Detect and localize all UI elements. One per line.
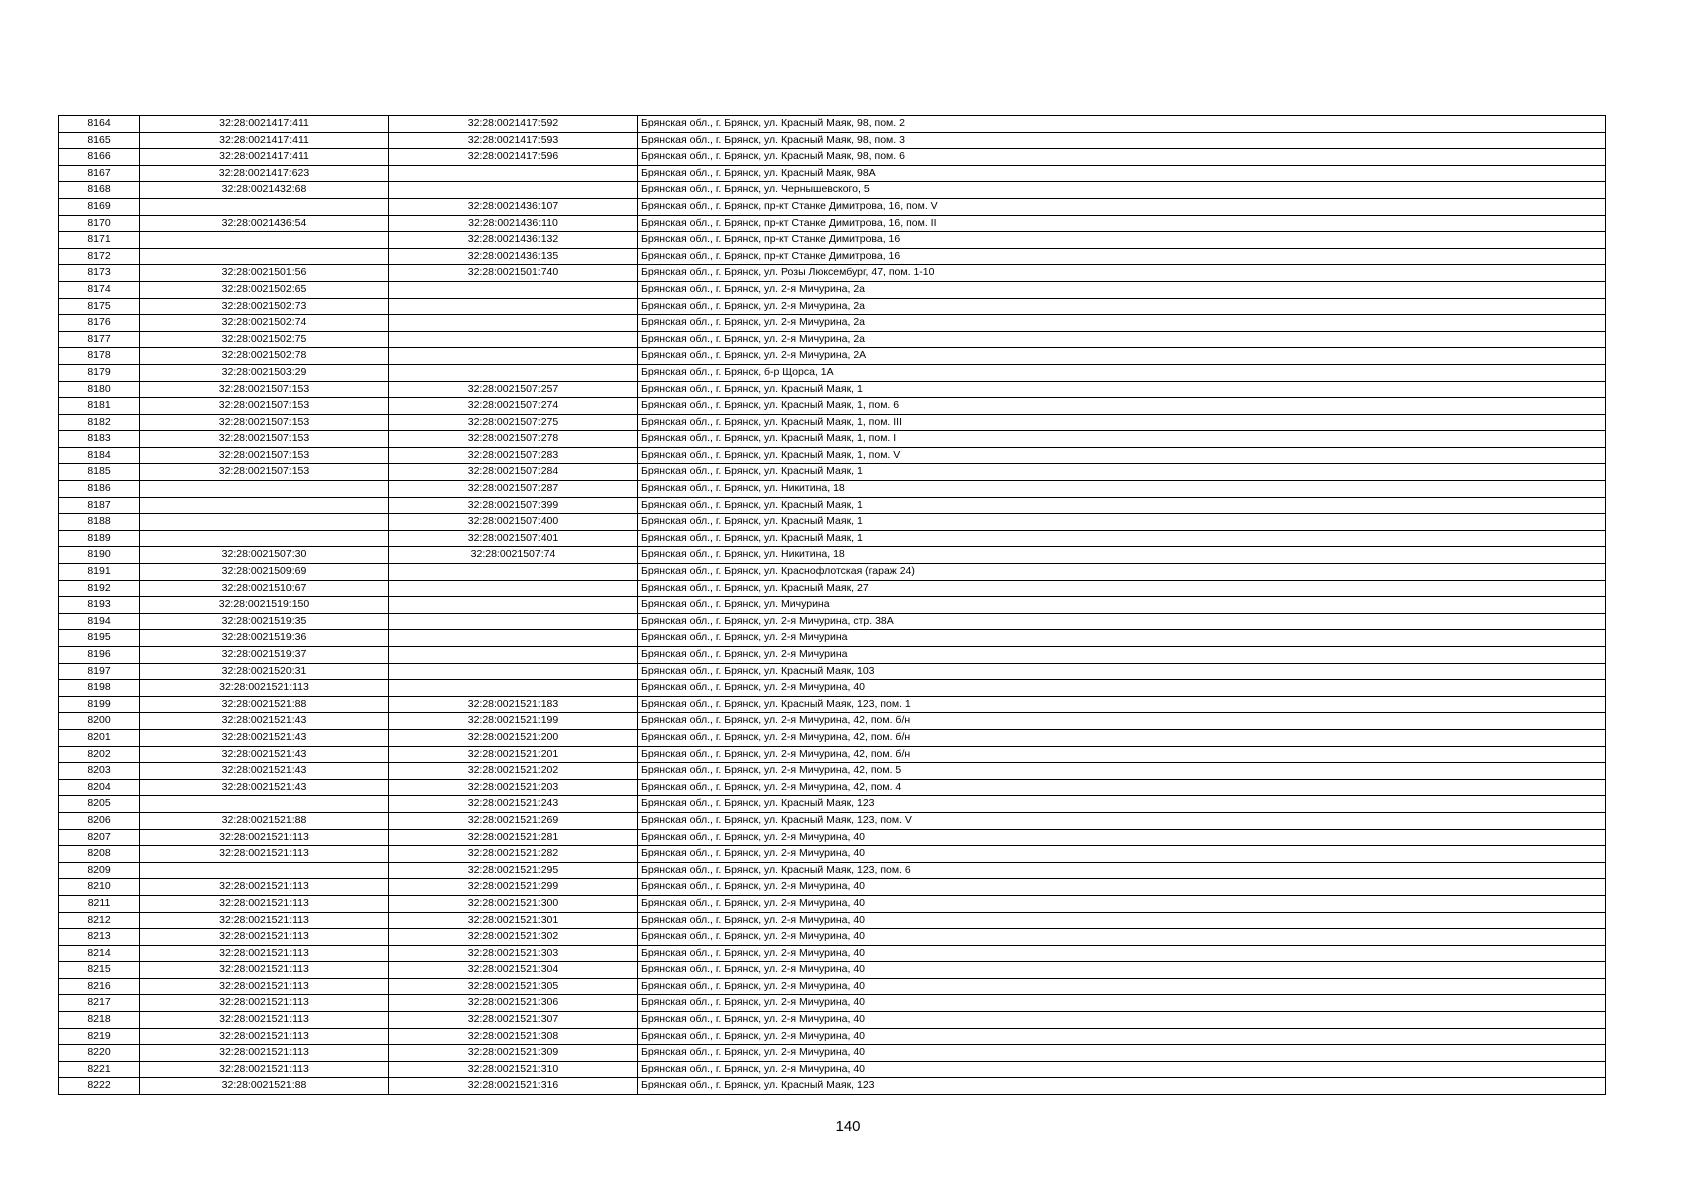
object-number-cell: 32:28:0021521:307 [389, 1012, 638, 1029]
table-row [59, 597, 1606, 614]
parcel-number-cell: 32:28:0021521:113 [140, 945, 389, 962]
row-number-cell: 8166 [59, 149, 140, 166]
table-row [59, 398, 1606, 415]
address-cell: Брянская обл., г. Брянск, пр-кт Станке Димитрова, 16 [638, 248, 1606, 265]
row-number-cell: 8186 [59, 481, 140, 498]
address-cell: Брянская обл., г. Брянск, ул. 2-я Мичурина, 2а [638, 281, 1606, 298]
address-cell: Брянская обл., г. Брянск, ул. 2-я Мичурина, 2А [638, 348, 1606, 365]
object-number-cell [389, 597, 638, 614]
parcel-number-cell: 32:28:0021507:153 [140, 398, 389, 415]
table-row [59, 364, 1606, 381]
object-number-cell: 32:28:0021417:596 [389, 149, 638, 166]
table-row [59, 879, 1606, 896]
parcel-number-cell: 32:28:0021521:113 [140, 995, 389, 1012]
parcel-number-cell: 32:28:0021502:75 [140, 331, 389, 348]
address-cell: Брянская обл., г. Брянск, пр-кт Станке Димитрова, 16 [638, 232, 1606, 249]
row-number-cell: 8181 [59, 398, 140, 415]
table-row [59, 580, 1606, 597]
page-number: 140 [835, 1118, 861, 1135]
parcel-number-cell: 32:28:0021521:113 [140, 1061, 389, 1078]
address-cell: Брянская обл., г. Брянск, ул. Никитина, 18 [638, 481, 1606, 498]
table-row [59, 464, 1606, 481]
parcel-number-cell: 32:28:0021507:153 [140, 447, 389, 464]
row-number-cell: 8191 [59, 564, 140, 581]
address-cell: Брянская обл., г. Брянск, ул. 2-я Мичурина, 40 [638, 895, 1606, 912]
object-number-cell: 32:28:0021507:401 [389, 530, 638, 547]
row-number-cell: 8190 [59, 547, 140, 564]
parcel-number-cell: 32:28:0021521:113 [140, 912, 389, 929]
row-number-cell: 8184 [59, 447, 140, 464]
table-row [59, 281, 1606, 298]
table-row [59, 149, 1606, 166]
table-row [59, 829, 1606, 846]
row-number-cell: 8170 [59, 215, 140, 232]
table-row [59, 995, 1606, 1012]
parcel-number-cell [140, 514, 389, 531]
object-number-cell: 32:28:0021436:132 [389, 232, 638, 249]
object-number-cell [389, 564, 638, 581]
address-cell: Брянская обл., г. Брянск, ул. 2-я Мичурина, 40 [638, 879, 1606, 896]
address-cell: Брянская обл., г. Брянск, ул. 2-я Мичурина, 40 [638, 978, 1606, 995]
parcel-number-cell: 32:28:0021502:74 [140, 315, 389, 332]
row-number-cell: 8218 [59, 1012, 140, 1029]
table-body [59, 116, 1606, 1095]
address-cell: Брянская обл., г. Брянск, ул. Красный Маяк, 103 [638, 663, 1606, 680]
row-number-cell: 8205 [59, 796, 140, 813]
parcel-number-cell [140, 248, 389, 265]
row-number-cell: 8193 [59, 597, 140, 614]
row-number-cell: 8179 [59, 364, 140, 381]
object-number-cell: 32:28:0021507:284 [389, 464, 638, 481]
parcel-number-cell: 32:28:0021417:411 [140, 132, 389, 149]
address-cell: Брянская обл., г. Брянск, ул. Красный Маяк, 1 [638, 514, 1606, 531]
address-cell: Брянская обл., г. Брянск, ул. 2-я Мичурина, 40 [638, 929, 1606, 946]
address-cell: Брянская обл., г. Брянск, ул. Красный Маяк, 1 [638, 464, 1606, 481]
object-number-cell [389, 165, 638, 182]
row-number-cell: 8192 [59, 580, 140, 597]
table-row [59, 165, 1606, 182]
row-number-cell: 8200 [59, 713, 140, 730]
address-cell: Брянская обл., г. Брянск, пр-кт Станке Димитрова, 16, пом. II [638, 215, 1606, 232]
row-number-cell: 8164 [59, 116, 140, 133]
object-number-cell: 32:28:0021521:200 [389, 729, 638, 746]
row-number-cell: 8212 [59, 912, 140, 929]
table-row [59, 497, 1606, 514]
table-row [59, 647, 1606, 664]
row-number-cell: 8214 [59, 945, 140, 962]
row-number-cell: 8207 [59, 829, 140, 846]
parcel-number-cell: 32:28:0021509:69 [140, 564, 389, 581]
object-number-cell: 32:28:0021521:299 [389, 879, 638, 896]
object-number-cell [389, 580, 638, 597]
parcel-number-cell [140, 796, 389, 813]
object-number-cell [389, 298, 638, 315]
table-row [59, 630, 1606, 647]
address-cell: Брянская обл., г. Брянск, ул. Красный Маяк, 98, пом. 3 [638, 132, 1606, 149]
address-cell: Брянская обл., г. Брянск, ул. 2-я Мичурина, 40 [638, 945, 1606, 962]
parcel-number-cell: 32:28:0021502:78 [140, 348, 389, 365]
address-cell: Брянская обл., г. Брянск, ул. 2-я Мичурина, 40 [638, 680, 1606, 697]
parcel-number-cell: 32:28:0021521:43 [140, 763, 389, 780]
row-number-cell: 8222 [59, 1078, 140, 1095]
parcel-number-cell: 32:28:0021521:88 [140, 1078, 389, 1095]
row-number-cell: 8175 [59, 298, 140, 315]
table-row [59, 929, 1606, 946]
table-row [59, 530, 1606, 547]
address-cell: Брянская обл., г. Брянск, ул. Чернышевского, 5 [638, 182, 1606, 199]
address-cell: Брянская обл., г. Брянск, ул. Красный Маяк, 1, пом. III [638, 414, 1606, 431]
parcel-number-cell: 32:28:0021520:31 [140, 663, 389, 680]
parcel-number-cell: 32:28:0021507:153 [140, 381, 389, 398]
table-row [59, 248, 1606, 265]
address-cell: Брянская обл., г. Брянск, ул. Краснофлотская (гараж 24) [638, 564, 1606, 581]
row-number-cell: 8178 [59, 348, 140, 365]
table-row [59, 663, 1606, 680]
address-cell: Брянская обл., г. Брянск, ул. 2-я Мичурина, 42, пом. б/н [638, 746, 1606, 763]
address-cell: Брянская обл., г. Брянск, ул. Розы Люксембург, 47, пом. 1-10 [638, 265, 1606, 282]
parcel-number-cell: 32:28:0021507:153 [140, 464, 389, 481]
address-cell: Брянская обл., г. Брянск, ул. 2-я Мичурина, 2а [638, 298, 1606, 315]
object-number-cell: 32:28:0021436:107 [389, 198, 638, 215]
object-number-cell: 32:28:0021521:243 [389, 796, 638, 813]
object-number-cell [389, 331, 638, 348]
parcel-number-cell: 32:28:0021521:43 [140, 729, 389, 746]
object-number-cell [389, 315, 638, 332]
object-number-cell: 32:28:0021521:303 [389, 945, 638, 962]
address-cell: Брянская обл., г. Брянск, ул. 2-я Мичурина, 2а [638, 331, 1606, 348]
object-number-cell: 32:28:0021507:399 [389, 497, 638, 514]
object-number-cell [389, 663, 638, 680]
address-cell: Брянская обл., г. Брянск, б-р Щорса, 1А [638, 364, 1606, 381]
row-number-cell: 8210 [59, 879, 140, 896]
object-number-cell: 32:28:0021521:310 [389, 1061, 638, 1078]
table-row [59, 713, 1606, 730]
parcel-number-cell: 32:28:0021521:113 [140, 1012, 389, 1029]
address-cell: Брянская обл., г. Брянск, ул. 2-я Мичурина, стр. 38А [638, 613, 1606, 630]
parcel-number-cell: 32:28:0021519:37 [140, 647, 389, 664]
table-row [59, 1078, 1606, 1095]
parcel-number-cell: 32:28:0021417:623 [140, 165, 389, 182]
row-number-cell: 8188 [59, 514, 140, 531]
parcel-number-cell: 32:28:0021436:54 [140, 215, 389, 232]
parcel-number-cell: 32:28:0021519:35 [140, 613, 389, 630]
object-number-cell [389, 680, 638, 697]
table-row [59, 315, 1606, 332]
row-number-cell: 8201 [59, 729, 140, 746]
object-number-cell: 32:28:0021507:400 [389, 514, 638, 531]
parcel-number-cell: 32:28:0021501:56 [140, 265, 389, 282]
parcel-number-cell: 32:28:0021417:411 [140, 116, 389, 133]
object-number-cell: 32:28:0021521:199 [389, 713, 638, 730]
table-row [59, 1012, 1606, 1029]
row-number-cell: 8168 [59, 182, 140, 199]
row-number-cell: 8217 [59, 995, 140, 1012]
row-number-cell: 8220 [59, 1045, 140, 1062]
parcel-number-cell: 32:28:0021521:88 [140, 812, 389, 829]
table-row [59, 862, 1606, 879]
parcel-number-cell: 32:28:0021502:73 [140, 298, 389, 315]
address-cell: Брянская обл., г. Брянск, ул. Красный Маяк, 1 [638, 497, 1606, 514]
row-number-cell: 8185 [59, 464, 140, 481]
address-cell: Брянская обл., г. Брянск, ул. Красный Маяк, 98, пом. 2 [638, 116, 1606, 133]
table-row [59, 945, 1606, 962]
object-number-cell: 32:28:0021436:110 [389, 215, 638, 232]
table-row [59, 348, 1606, 365]
address-cell: Брянская обл., г. Брянск, ул. 2-я Мичурина, 40 [638, 1045, 1606, 1062]
address-cell: Брянская обл., г. Брянск, ул. Красный Маяк, 1 [638, 530, 1606, 547]
object-number-cell: 32:28:0021521:302 [389, 929, 638, 946]
parcel-number-cell: 32:28:0021521:113 [140, 962, 389, 979]
table-row [59, 431, 1606, 448]
object-number-cell: 32:28:0021521:201 [389, 746, 638, 763]
table-row [59, 746, 1606, 763]
parcel-number-cell: 32:28:0021521:43 [140, 779, 389, 796]
table-row [59, 846, 1606, 863]
address-cell: Брянская обл., г. Брянск, ул. 2-я Мичурина, 40 [638, 1061, 1606, 1078]
address-cell: Брянская обл., г. Брянск, ул. Никитина, 18 [638, 547, 1606, 564]
row-number-cell: 8187 [59, 497, 140, 514]
table-row [59, 414, 1606, 431]
table-row [59, 1028, 1606, 1045]
address-cell: Брянская обл., г. Брянск, ул. 2-я Мичурина [638, 647, 1606, 664]
object-number-cell: 32:28:0021521:309 [389, 1045, 638, 1062]
row-number-cell: 8197 [59, 663, 140, 680]
parcel-number-cell: 32:28:0021507:153 [140, 414, 389, 431]
object-number-cell [389, 364, 638, 381]
row-number-cell: 8167 [59, 165, 140, 182]
row-number-cell: 8183 [59, 431, 140, 448]
table-row [59, 514, 1606, 531]
address-cell: Брянская обл., г. Брянск, ул. Красный Маяк, 27 [638, 580, 1606, 597]
parcel-number-cell: 32:28:0021519:36 [140, 630, 389, 647]
table-row [59, 680, 1606, 697]
address-cell: Брянская обл., г. Брянск, пр-кт Станке Димитрова, 16, пом. V [638, 198, 1606, 215]
object-number-cell [389, 647, 638, 664]
parcel-number-cell: 32:28:0021503:29 [140, 364, 389, 381]
row-number-cell: 8202 [59, 746, 140, 763]
table-row [59, 481, 1606, 498]
row-number-cell: 8216 [59, 978, 140, 995]
parcel-number-cell: 32:28:0021521:113 [140, 929, 389, 946]
parcel-number-cell: 32:28:0021417:411 [140, 149, 389, 166]
table-row [59, 381, 1606, 398]
row-number-cell: 8221 [59, 1061, 140, 1078]
row-number-cell: 8213 [59, 929, 140, 946]
row-number-cell: 8194 [59, 613, 140, 630]
table-row [59, 1045, 1606, 1062]
row-number-cell: 8171 [59, 232, 140, 249]
row-number-cell: 8182 [59, 414, 140, 431]
object-number-cell: 32:28:0021521:301 [389, 912, 638, 929]
object-number-cell: 32:28:0021521:306 [389, 995, 638, 1012]
table-row [59, 912, 1606, 929]
object-number-cell: 32:28:0021507:275 [389, 414, 638, 431]
address-cell: Брянская обл., г. Брянск, ул. 2-я Мичурина, 40 [638, 995, 1606, 1012]
object-number-cell: 32:28:0021521:304 [389, 962, 638, 979]
table-row [59, 182, 1606, 199]
table-row [59, 763, 1606, 780]
object-number-cell: 32:28:0021507:283 [389, 447, 638, 464]
object-number-cell: 32:28:0021521:295 [389, 862, 638, 879]
table-row [59, 812, 1606, 829]
object-number-cell: 32:28:0021501:740 [389, 265, 638, 282]
parcel-number-cell: 32:28:0021507:30 [140, 547, 389, 564]
table-row [59, 265, 1606, 282]
data-table [58, 115, 1606, 1095]
parcel-number-cell [140, 497, 389, 514]
object-number-cell: 32:28:0021417:592 [389, 116, 638, 133]
table-row [59, 613, 1606, 630]
parcel-number-cell: 32:28:0021432:68 [140, 182, 389, 199]
parcel-number-cell: 32:28:0021521:113 [140, 680, 389, 697]
row-number-cell: 8180 [59, 381, 140, 398]
address-cell: Брянская обл., г. Брянск, ул. Красный Маяк, 123, пом. 6 [638, 862, 1606, 879]
address-cell: Брянская обл., г. Брянск, ул. Красный Маяк, 1, пом. V [638, 447, 1606, 464]
parcel-number-cell: 32:28:0021519:150 [140, 597, 389, 614]
row-number-cell: 8177 [59, 331, 140, 348]
parcel-number-cell: 32:28:0021521:113 [140, 1045, 389, 1062]
row-number-cell: 8198 [59, 680, 140, 697]
row-number-cell: 8172 [59, 248, 140, 265]
table-row [59, 132, 1606, 149]
object-number-cell: 32:28:0021521:300 [389, 895, 638, 912]
address-cell: Брянская обл., г. Брянск, ул. Красный Маяк, 98А [638, 165, 1606, 182]
parcel-number-cell: 32:28:0021502:65 [140, 281, 389, 298]
address-cell: Брянская обл., г. Брянск, ул. 2-я Мичурина [638, 630, 1606, 647]
row-number-cell: 8189 [59, 530, 140, 547]
address-cell: Брянская обл., г. Брянск, ул. Красный Маяк, 123 [638, 796, 1606, 813]
table-row [59, 895, 1606, 912]
object-number-cell: 32:28:0021521:269 [389, 812, 638, 829]
address-cell: Брянская обл., г. Брянск, ул. 2-я Мичурина, 40 [638, 1028, 1606, 1045]
parcel-number-cell: 32:28:0021521:113 [140, 829, 389, 846]
parcel-number-cell [140, 198, 389, 215]
parcel-number-cell: 32:28:0021521:88 [140, 696, 389, 713]
address-cell: Брянская обл., г. Брянск, ул. 2-я Мичурина, 40 [638, 912, 1606, 929]
object-number-cell: 32:28:0021507:257 [389, 381, 638, 398]
object-number-cell: 32:28:0021521:281 [389, 829, 638, 846]
table-row [59, 116, 1606, 133]
row-number-cell: 8173 [59, 265, 140, 282]
object-number-cell: 32:28:0021507:278 [389, 431, 638, 448]
object-number-cell [389, 613, 638, 630]
table-row [59, 232, 1606, 249]
table-row [59, 779, 1606, 796]
table-row [59, 215, 1606, 232]
address-cell: Брянская обл., г. Брянск, ул. 2-я Мичурина, 40 [638, 829, 1606, 846]
address-cell: Брянская обл., г. Брянск, ул. Мичурина [638, 597, 1606, 614]
table-row [59, 1061, 1606, 1078]
table-row [59, 298, 1606, 315]
table-row [59, 729, 1606, 746]
parcel-number-cell [140, 862, 389, 879]
object-number-cell: 32:28:0021436:135 [389, 248, 638, 265]
table-row [59, 796, 1606, 813]
object-number-cell [389, 630, 638, 647]
address-cell: Брянская обл., г. Брянск, ул. 2-я Мичурина, 42, пом. 5 [638, 763, 1606, 780]
row-number-cell: 8206 [59, 812, 140, 829]
table-row [59, 978, 1606, 995]
address-cell: Брянская обл., г. Брянск, ул. Красный Маяк, 123, пом. 1 [638, 696, 1606, 713]
row-number-cell: 8219 [59, 1028, 140, 1045]
address-cell: Брянская обл., г. Брянск, ул. Красный Маяк, 1, пом. 6 [638, 398, 1606, 415]
row-number-cell: 8199 [59, 696, 140, 713]
row-number-cell: 8196 [59, 647, 140, 664]
object-number-cell [389, 281, 638, 298]
object-number-cell: 32:28:0021507:74 [389, 547, 638, 564]
address-cell: Брянская обл., г. Брянск, ул. 2-я Мичурина, 42, пом. 4 [638, 779, 1606, 796]
row-number-cell: 8204 [59, 779, 140, 796]
parcel-number-cell [140, 530, 389, 547]
table-row [59, 547, 1606, 564]
object-number-cell [389, 182, 638, 199]
address-cell: Брянская обл., г. Брянск, ул. 2-я Мичурина, 40 [638, 846, 1606, 863]
row-number-cell: 8209 [59, 862, 140, 879]
object-number-cell [389, 348, 638, 365]
address-cell: Брянская обл., г. Брянск, ул. 2-я Мичурина, 40 [638, 1012, 1606, 1029]
parcel-number-cell: 32:28:0021521:113 [140, 846, 389, 863]
table-row [59, 447, 1606, 464]
table-row [59, 962, 1606, 979]
object-number-cell: 32:28:0021521:308 [389, 1028, 638, 1045]
row-number-cell: 8215 [59, 962, 140, 979]
row-number-cell: 8208 [59, 846, 140, 863]
object-number-cell: 32:28:0021417:593 [389, 132, 638, 149]
object-number-cell: 32:28:0021507:287 [389, 481, 638, 498]
address-cell: Брянская обл., г. Брянск, ул. Красный Маяк, 123 [638, 1078, 1606, 1095]
address-cell: Брянская обл., г. Брянск, ул. Красный Маяк, 98, пом. 6 [638, 149, 1606, 166]
object-number-cell: 32:28:0021521:202 [389, 763, 638, 780]
address-cell: Брянская обл., г. Брянск, ул. 2-я Мичурина, 40 [638, 962, 1606, 979]
row-number-cell: 8195 [59, 630, 140, 647]
address-cell: Брянская обл., г. Брянск, ул. Красный Маяк, 1 [638, 381, 1606, 398]
address-cell: Брянская обл., г. Брянск, ул. 2-я Мичурина, 2а [638, 315, 1606, 332]
parcel-number-cell: 32:28:0021510:67 [140, 580, 389, 597]
row-number-cell: 8169 [59, 198, 140, 215]
object-number-cell: 32:28:0021507:274 [389, 398, 638, 415]
address-cell: Брянская обл., г. Брянск, ул. 2-я Мичурина, 42, пом. б/н [638, 729, 1606, 746]
row-number-cell: 8165 [59, 132, 140, 149]
object-number-cell: 32:28:0021521:203 [389, 779, 638, 796]
object-number-cell: 32:28:0021521:316 [389, 1078, 638, 1095]
parcel-number-cell: 32:28:0021521:113 [140, 895, 389, 912]
parcel-number-cell: 32:28:0021521:43 [140, 746, 389, 763]
table-row [59, 696, 1606, 713]
object-number-cell: 32:28:0021521:305 [389, 978, 638, 995]
table-row [59, 331, 1606, 348]
object-number-cell: 32:28:0021521:183 [389, 696, 638, 713]
address-cell: Брянская обл., г. Брянск, ул. Красный Маяк, 123, пом. V [638, 812, 1606, 829]
row-number-cell: 8174 [59, 281, 140, 298]
parcel-number-cell: 32:28:0021507:153 [140, 431, 389, 448]
row-number-cell: 8211 [59, 895, 140, 912]
parcel-number-cell: 32:28:0021521:113 [140, 1028, 389, 1045]
parcel-number-cell: 32:28:0021521:43 [140, 713, 389, 730]
parcel-number-cell: 32:28:0021521:113 [140, 879, 389, 896]
address-cell: Брянская обл., г. Брянск, ул. 2-я Мичурина, 42, пом. б/н [638, 713, 1606, 730]
row-number-cell: 8176 [59, 315, 140, 332]
parcel-number-cell: 32:28:0021521:113 [140, 978, 389, 995]
parcel-number-cell [140, 481, 389, 498]
row-number-cell: 8203 [59, 763, 140, 780]
object-number-cell: 32:28:0021521:282 [389, 846, 638, 863]
address-cell: Брянская обл., г. Брянск, ул. Красный Маяк, 1, пом. I [638, 431, 1606, 448]
table-row [59, 198, 1606, 215]
table-row [59, 564, 1606, 581]
parcel-number-cell [140, 232, 389, 249]
